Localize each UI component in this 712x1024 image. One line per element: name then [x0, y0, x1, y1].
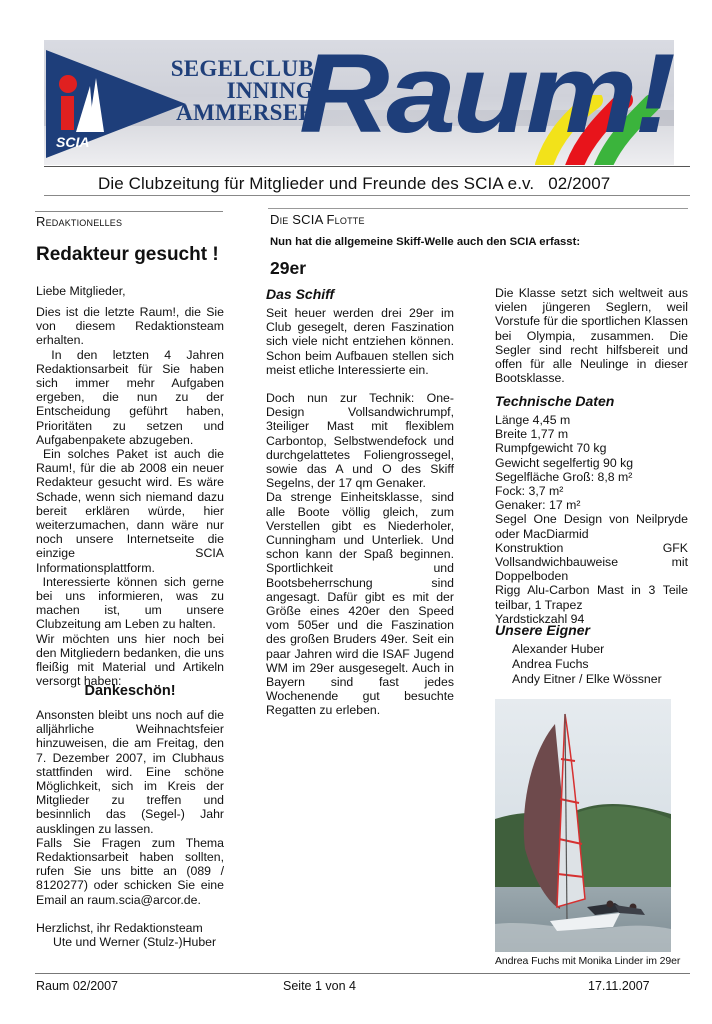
- tech-data-item: Länge 4,45 m: [495, 413, 571, 427]
- divider: [44, 195, 690, 196]
- section-label: Redaktionelles: [36, 214, 123, 229]
- tech-data-item: Konstruktion GFK Vollsandwichbauweise mit Doppelboden: [495, 540, 688, 584]
- editorial-body: [36, 305, 224, 688]
- article-title: Redakteur gesucht !: [36, 244, 219, 265]
- owner-name: Andrea Fuchs: [512, 656, 589, 671]
- footer-date: 17.11.2007: [588, 979, 650, 993]
- tech-data-item: Rigg Alu-Carbon Mast in 3 Teile teilbar, 1 Trapez: [495, 583, 688, 612]
- paragraph: Seit heuer werden drei 29er im Club gesegelt, deren Faszination sich viele nicht entziehen können. Schon beim Aufbauen stellen sich meist etliche Interessierte ein.: [266, 306, 454, 377]
- thanks-heading: Dankeschön!: [84, 683, 176, 699]
- tech-data-item: Gewicht segelfertig 90 kg: [495, 455, 634, 470]
- sailing-photo: [495, 699, 671, 952]
- signoff-line: Herzlichst, ihr Redaktionsteam: [36, 921, 203, 935]
- signoff-names: Ute und Werner (Stulz-)Huber: [53, 935, 217, 950]
- paragraph: Dies ist die letzte Raum!, die Sie von diesem Redaktionsteam erhalten.: [36, 305, 224, 348]
- owner-name: Andy Eitner / Elke Wössner: [512, 671, 662, 686]
- footer-issue: Raum 02/2007: [36, 979, 119, 993]
- club-name-line: SEGELCLUB: [170, 56, 314, 81]
- footer-page-number: Seite 1 von 4: [283, 979, 356, 993]
- subheading-ship: Das Schiff: [266, 286, 335, 302]
- divider: [35, 211, 223, 212]
- tech-data-item: Fock: 3,7 m²: [495, 484, 564, 499]
- club-name: [152, 58, 314, 124]
- tech-data-list: [495, 413, 688, 626]
- article-lead: Nun hat die allgemeine Skiff-Welle auch den SCIA erfasst:: [270, 236, 581, 248]
- sailboat-photo-icon: [495, 699, 671, 952]
- owner-name: Alexander Huber: [512, 642, 605, 656]
- club-name-line: INNING: [226, 78, 314, 103]
- class-paragraph: Die Klasse setzt sich weltweit aus vielen jüngeren Seglern, weil Vorstufe für die sportlichen Klassen bei Olympia, zusammen. Die Segler sind recht hilfsbereit und offen für alle Neulinge in dieser Bootsklasse.: [495, 286, 688, 386]
- greeting: Liebe Mitglieder,: [36, 284, 126, 298]
- divider: [268, 208, 688, 209]
- masthead-title: Raum!: [299, 40, 673, 156]
- subheading-owners: Unsere Eigner: [495, 622, 590, 638]
- editorial-body-2: [36, 708, 224, 907]
- tech-data-item: Breite 1,77 m: [495, 427, 569, 442]
- tech-data-item: Rumpfgewicht 70 kg: [495, 441, 607, 456]
- paragraph: Interessierte können sich gerne bei uns informieren, was zu machen ist, um unsere Clubzeitung am Leben zu halten.: [36, 574, 224, 632]
- masthead-banner: [44, 40, 674, 165]
- paragraph: In den letzten 4 Jahren Redaktionsarbeit für Sie haben sich immer mehr Aufgaben ergeben, die nun zu der Entscheidung geführt haben, Prioritäten zu setzen und Aufgabenpakete abzugeben.: [36, 347, 224, 447]
- paragraph: Falls Sie Fragen zum Thema Redaktionsarbeit haben sollten, rufen Sie uns bitte an (089 / 8120277) oder schicken Sie eine Email an raum.scia@arcor.de.: [36, 835, 224, 907]
- subheading-tech-data: Technische Daten: [495, 393, 615, 409]
- masthead-subtitle: [98, 174, 610, 194]
- club-name-line: AMMERSEE: [176, 100, 314, 125]
- paragraph: Ansonsten bleibt uns noch auf die alljährliche Weihnachtsfeier hinzuweisen, die am Freitag, den 7. Dezember 2007, im Clubhaus stattfinden wird. Eine schöne Möglichkeit, sich im Kreis der Mitglieder zu treffen und besinnlich das (Segel-) Jahr ausklingen zu lassen.: [36, 708, 224, 836]
- paragraph: Da strenge Einheitsklasse, sind alle Boote völlig gleich, zum Verstellen gibt es Niederholer, Cunningham und Unterliek. Und schon kann der Spaß beginnen. Sportlichkeit und Bootsbeherrschung sind angesagt. Dafür gibt es mit der Größe eines 420er den Speed vom 505er und die Faszination des großen Bruders 49er. Seit ein paar Jahren wird die ISAF Jugend WM im 29er ausgesegelt. Auch in Bayern sind fast jedes Wochenende gut besuchte Regatten zu erleben.: [266, 490, 454, 718]
- signoff: [36, 921, 236, 949]
- subtitle-text: Die Clubzeitung für Mitglieder und Freunde des SCIA e.v.: [98, 174, 535, 193]
- divider: [35, 973, 690, 974]
- paragraph: Ein solches Paket ist auch die Raum!, für die ab 2008 ein neuer Redakteur gesucht wird. Es wäre Schade, wenn sich niemand dazu bereit erklären würde, hier weiterzumachen, dann wäre nur noch unsere Internetseite die einzige SCIA Informationsplattform.: [36, 447, 224, 575]
- logo-text: SCIA: [56, 134, 90, 150]
- owners-list: [512, 642, 662, 686]
- tech-data-item: Segelfläche Groß: 8,8 m²: [495, 469, 633, 484]
- tech-data-item: Segel One Design von Neilpryde oder MacDiarmid: [495, 512, 688, 541]
- section-label: Die SCIA Flotte: [270, 212, 365, 227]
- paragraph: Wir möchten uns hier noch bei den Mitgliedern bedanken, die uns fleißig mit Material und Artikeln versorgt haben:: [36, 631, 225, 689]
- issue-number: 02/2007: [548, 174, 611, 193]
- tech-data-item: Yardstickzahl 94: [495, 611, 585, 626]
- paragraph: Doch nun zur Technik: One-Design Vollsandwichrumpf, 3teiliger Mast mit flexiblem Carbontop, Selbstwendefock und durchgelattetes Foliengrossegel, sowie das A und O des Skiff Segelns, der 17 qm Genaker.: [266, 391, 454, 491]
- article-headline: 29er: [270, 258, 307, 278]
- ship-body: [266, 306, 454, 718]
- divider: [44, 166, 690, 167]
- photo-caption: Andrea Fuchs mit Monika Linder im 29er: [495, 955, 681, 967]
- tech-data-item: Genaker: 17 m²: [495, 498, 581, 513]
